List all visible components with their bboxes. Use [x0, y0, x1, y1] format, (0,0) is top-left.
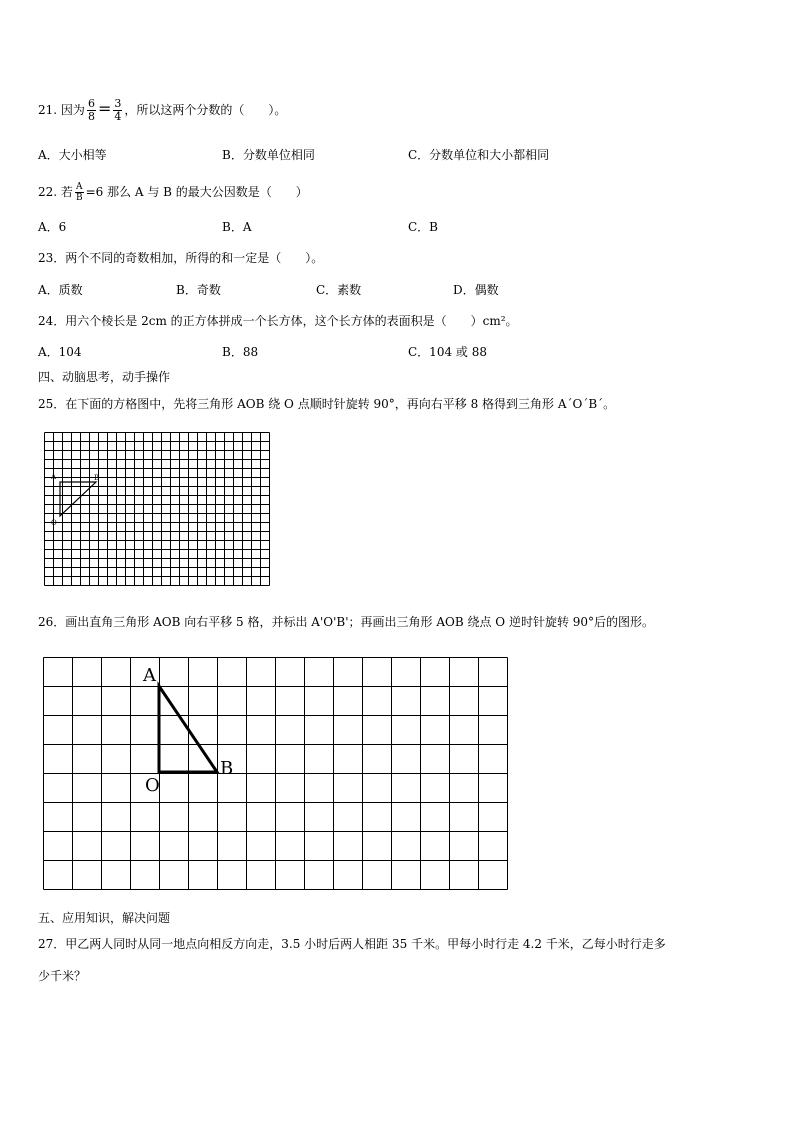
question-text-prefix: 因为 [60, 103, 85, 117]
grid-lines [44, 658, 508, 890]
fraction-a-b: $\frac{A}{B}$ [75, 182, 83, 203]
option-a[interactable]: A．6 [38, 220, 67, 234]
option-c[interactable]: C．104 或 88 [408, 345, 487, 359]
question-22 [38, 182, 308, 203]
question-26: 26．画出直角三角形 AOB 向右平移 5 格，并标出 A'O'B'；再画出三角形 AOB 绕点 O 逆时针旋转 90°后的图形。 [38, 615, 655, 629]
question-21 [38, 98, 286, 123]
grid-diagram-q25[interactable] [44, 432, 270, 590]
equals-sign: = [97, 99, 112, 118]
section-heading: 四、动脑思考，动手操作 [38, 370, 171, 384]
option-b[interactable]: B．分数单位相同 [222, 148, 315, 162]
option-b[interactable]: B．A [222, 220, 252, 234]
question-number: 21. [38, 103, 58, 117]
fraction-3-4: $\frac{3}{4}$ [114, 97, 122, 123]
label-b: B [94, 474, 100, 482]
question-27-line-2: 少千米？ [38, 969, 87, 983]
option-b[interactable]: B．奇数 [176, 283, 221, 297]
option-a[interactable]: A．104 [38, 345, 82, 359]
triangle-aob [60, 482, 96, 516]
label-o: O [145, 775, 160, 796]
option-c[interactable]: C．B [408, 220, 439, 234]
option-b[interactable]: B．88 [222, 345, 259, 359]
label-b: B [220, 758, 234, 779]
grid-diagram-q26[interactable] [43, 657, 509, 889]
section-heading: 五、应用知识，解决问题 [38, 911, 171, 925]
question-25: 25．在下面的方格图中，先将三角形 AOB 绕 O 点顺时针旋转 90°，再向右平移 8 格得到三角形 A´O´B´。 [38, 397, 616, 411]
label-a: A [51, 473, 57, 481]
question-24: 24．用六个棱长是 2cm 的正方体拼成一个长方体，这个长方体的表面积是（ ）cm²。 [38, 314, 518, 328]
option-a[interactable]: A．大小相等 [38, 148, 107, 162]
question-text-suffix: =6 那么 A 与 B 的最大公因数是（ ） [85, 185, 308, 199]
grid-lines [45, 433, 270, 586]
option-c[interactable]: C．分数单位和大小都相同 [408, 148, 550, 162]
question-number: 22. [38, 185, 58, 199]
option-a[interactable]: A．质数 [38, 283, 83, 297]
question-text-prefix: 若 [60, 185, 73, 199]
question-23: 23．两个不同的奇数相加，所得的和一定是（ ）。 [38, 251, 324, 265]
label-o: O [51, 519, 57, 527]
option-c[interactable]: C．素数 [316, 283, 362, 297]
fraction-6-8: $\frac{6}{8}$ [87, 97, 95, 123]
label-a: A [143, 665, 156, 686]
question-27-line-1: 27．甲乙两人同时从同一地点向相反方向走，3.5 小时后两人相距 35 千米。甲每小时行走 4.2 千米，乙每小时行走多 [38, 937, 666, 951]
question-text-suffix: ，所以这两个分数的（ ）。 [124, 103, 287, 117]
option-d[interactable]: D．偶数 [453, 283, 499, 297]
